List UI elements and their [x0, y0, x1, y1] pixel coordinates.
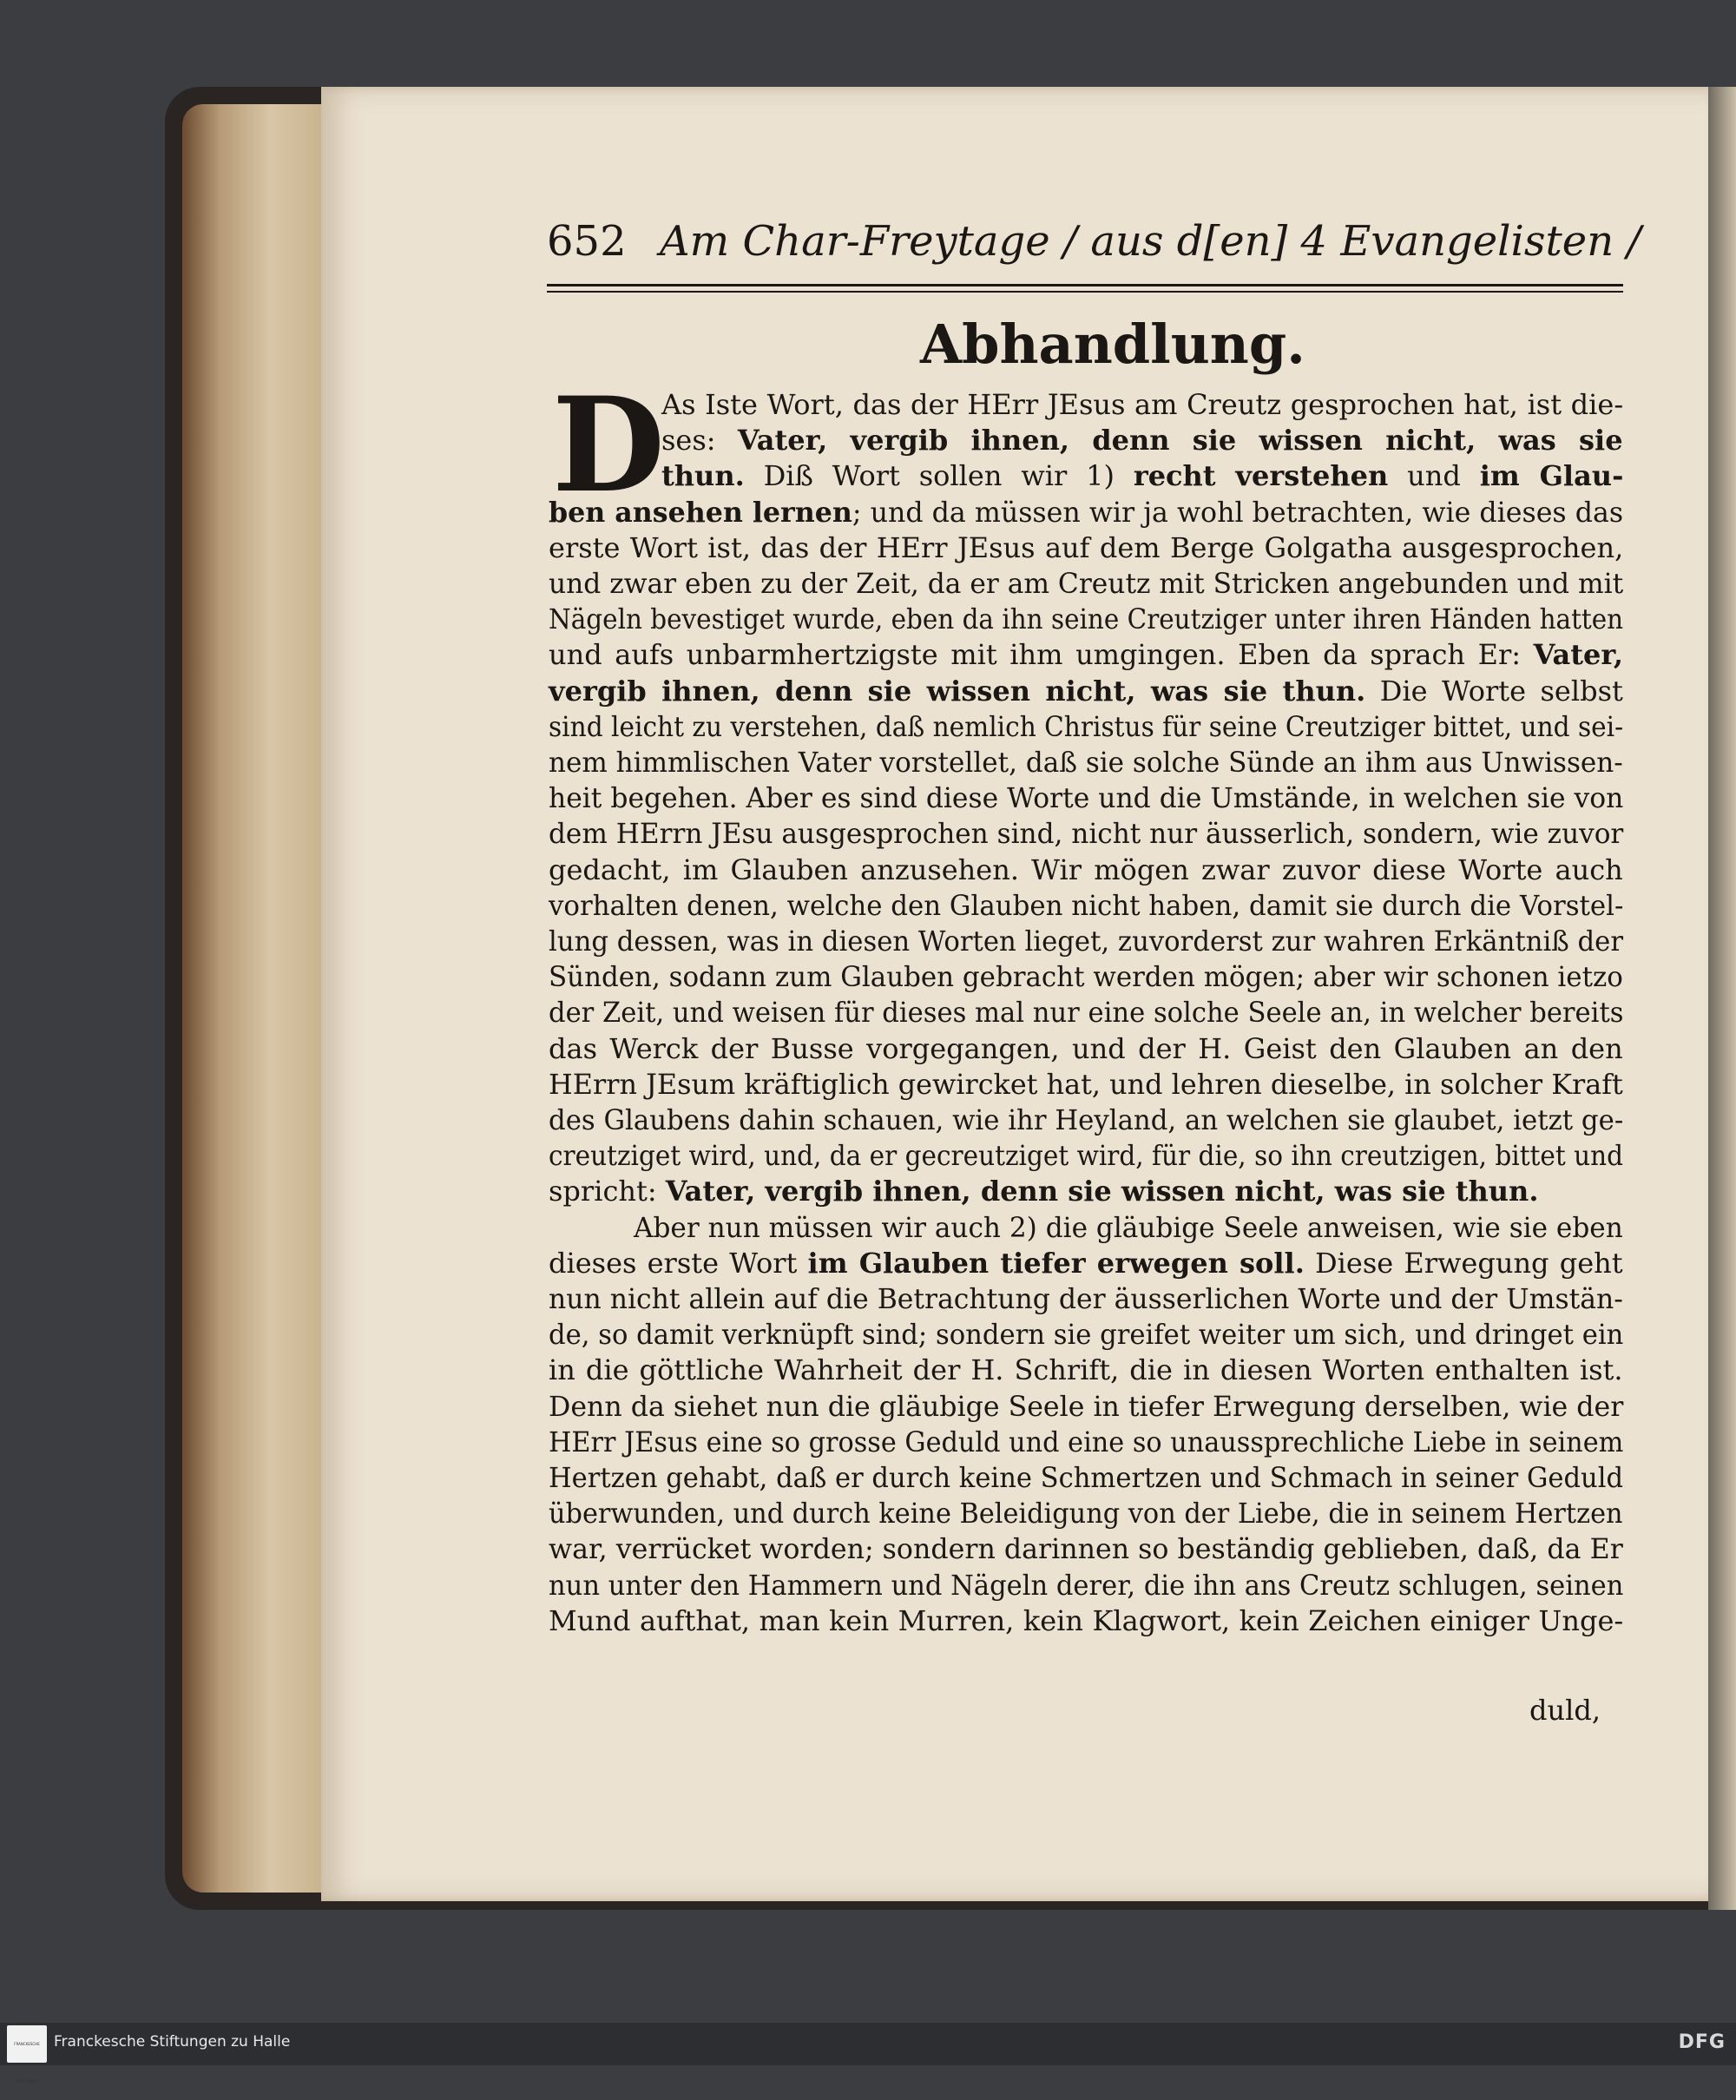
dfg-badge: DFG [1678, 2031, 1726, 2053]
text-run: Diß Wort sollen wir 1) [744, 459, 1134, 492]
text-run: As Iste Wort, das der HErr JEsus am Creutz gesprochen hat, ist die- [661, 388, 1624, 421]
book-page-edges [182, 104, 330, 1893]
running-header [547, 217, 1641, 269]
text-run: nem himmlischen Vater vorstellet, daß sie solche Sünde an ihm aus Unwissen- [549, 746, 1623, 779]
header-rule-thin [547, 291, 1623, 293]
text-run: creutziget wird, und, da er gecreutziget wird, für die, so ihn creutzigen, bittet und [549, 1139, 1624, 1172]
text-run: HErrn JEsum kräftiglich gewircket hat, und lehren dieselbe, in solcher Kraft [549, 1068, 1623, 1101]
text-line [634, 1210, 1623, 1245]
text-line [661, 458, 1623, 493]
text-run: spricht: [549, 1175, 666, 1208]
text-run: lung dessen, was in diesen Worten lieget, zuvorderst zur wahren Erkäntniß der [549, 925, 1623, 958]
text-run: heit begehen. Aber es sind diese Worte und die Umstände, in welchen sie von [549, 781, 1624, 814]
running-title: Am Char-Freytage / aus d[en] 4 Evangelisten / [660, 217, 1641, 266]
text-run: nun unter den Hammern und Nägeln derer, die ihn ans Creutz schlugen, seinen [549, 1569, 1624, 1602]
text-line [549, 1353, 1623, 1387]
emphasized-text: thun. [661, 459, 745, 492]
text-run: des Glaubens dahin schauen, wie ihr Heyland, an welchen sie glaubet, ietzt ge- [549, 1103, 1624, 1136]
text-line [549, 1103, 1623, 1137]
text-line [549, 1246, 1623, 1280]
text-run: war, verrücket worden; sondern darinnen so beständig geblieben, daß, da Er [549, 1532, 1623, 1565]
text-run: Aber nun müssen wir auch 2) die gläubige Seele anweisen, wie sie eben [634, 1211, 1623, 1244]
text-line [549, 1568, 1623, 1603]
text-run: Nägeln bevestiget wurde, eben da ihn seine Creutziger unter ihren Händen hatten [549, 602, 1624, 635]
text-line [549, 1389, 1623, 1424]
emphasized-text: Vater, vergib ihnen, denn sie wissen nicht, was sie thun. [665, 1175, 1539, 1208]
text-run: Diese Erwegung geht [1304, 1247, 1623, 1280]
text-line [549, 709, 1623, 744]
emphasized-text: Vater, vergib ihnen, denn sie wissen nicht, was sie [737, 424, 1623, 457]
text-line [549, 924, 1623, 958]
text-line [549, 959, 1623, 994]
text-run: de, so damit verknüpft sind; sondern sie greifet weiter um sich, und dringet ein [549, 1318, 1624, 1351]
text-run: das Werck der Busse vorgegangen, und der H. Geist den Glauben an den [549, 1032, 1623, 1065]
institution-name: Franckesche Stiftungen zu Halle [54, 2033, 291, 2051]
text-run: sind leicht zu verstehen, daß nemlich Christus für seine Creutziger bittet, und sei- [549, 710, 1624, 743]
text-run: der Zeit, und weisen für dieses mal nur eine solche Seele an, in welcher bereits [549, 996, 1624, 1029]
text-run: überwunden, und durch keine Beleidigung von der Liebe, die in seinem Hertzen [549, 1497, 1623, 1530]
text-line [549, 1496, 1623, 1531]
catchword: duld, [1529, 1694, 1601, 1727]
text-line [549, 1281, 1623, 1316]
footer-bar [0, 2023, 1736, 2084]
text-line [549, 1138, 1623, 1173]
header-rule [547, 284, 1623, 286]
text-run: ses: [661, 424, 738, 457]
text-line [549, 1460, 1623, 1495]
text-run: erste Wort ist, das der HErr JEsus auf dem Berge Golgatha ausgesprochen, [549, 531, 1624, 564]
text-run: und [1388, 459, 1480, 492]
text-run: und zwar eben zu der Zeit, da er am Creutz mit Stricken angebunden und mit [549, 567, 1624, 600]
text-line [549, 995, 1623, 1030]
text-run: Mund aufthat, man kein Murren, kein Klagwort, kein Zeichen einiger Unge- [549, 1604, 1624, 1637]
text-run: Die Worte selbst [1365, 675, 1623, 708]
text-run: Denn da siehet nun die gläubige Seele in tiefer Erwegung derselben, wie der [549, 1390, 1624, 1423]
text-line [549, 816, 1623, 851]
text-line [549, 1425, 1623, 1459]
text-line [549, 853, 1623, 887]
institution-logo [7, 2025, 47, 2084]
emphasized-text: ben ansehen lernen [549, 496, 852, 529]
text-run: dem HErrn JEsu ausgesprochen sind, nicht nur äusserlich, sondern, wie zuvor [549, 817, 1624, 850]
text-run: gedacht, im Glauben anzusehen. Wir mögen zwar zuvor diese Worte auch [549, 853, 1623, 886]
emphasized-text: im Glauben tiefer erwegen soll. [807, 1247, 1305, 1280]
text-run: vorhalten denen, welche den Glauben nicht haben, damit sie durch die Vorstel- [549, 889, 1624, 922]
emphasized-text: im Glau- [1479, 459, 1624, 492]
text-line [661, 423, 1623, 458]
text-line [549, 1531, 1623, 1566]
section-title: Abhandlung. [920, 313, 1305, 376]
text-run: nun nicht allein auf die Betrachtung der äusserlichen Worte und der Umstän- [549, 1282, 1623, 1315]
text-run: in die göttliche Wahrheit der H. Schrift, die in diesen Worten enthalten ist. [549, 1353, 1623, 1386]
emphasized-text: Vater, [1533, 638, 1624, 671]
text-run: HErr JEsus eine so grosse Geduld und eine so unaussprechliche Liebe in seinem [549, 1425, 1624, 1458]
text-line [549, 602, 1623, 636]
text-line [549, 745, 1623, 780]
text-line [549, 1067, 1623, 1102]
text-run: ; und da müssen wir ja wohl betrachten, wie dieses das [852, 496, 1624, 529]
text-line [549, 1174, 1538, 1208]
text-line [549, 1317, 1623, 1352]
text-line [549, 674, 1623, 708]
facing-page-edge [1708, 87, 1736, 1910]
text-line [549, 530, 1623, 565]
text-run: dieses erste Wort [549, 1247, 808, 1280]
emphasized-text: recht verstehen [1133, 459, 1389, 492]
text-line [549, 495, 1623, 530]
text-line [549, 637, 1623, 672]
text-line [549, 780, 1623, 815]
text-line [549, 566, 1623, 601]
text-line [549, 1031, 1623, 1066]
text-line [549, 888, 1623, 923]
text-run: Sünden, sodann zum Glauben gebracht werden mögen; aber wir schonen ietzo [549, 960, 1623, 993]
text-line [549, 1603, 1623, 1638]
emphasized-text: vergib ihnen, denn sie wissen nicht, was sie thun. [549, 675, 1366, 708]
page-number: 652 [547, 217, 627, 266]
text-run: und aufs unbarmhertzigste mit ihm umgingen. Eben da sprach Er: [549, 638, 1534, 671]
text-line [661, 387, 1623, 422]
logo-lettering: FRANCKESCHE STIFTUNGEN [14, 2042, 40, 2084]
drop-cap-initial: D [552, 369, 666, 522]
text-run: Hertzen gehabt, daß er durch keine Schmertzen und Schmach in seiner Geduld [549, 1461, 1624, 1494]
